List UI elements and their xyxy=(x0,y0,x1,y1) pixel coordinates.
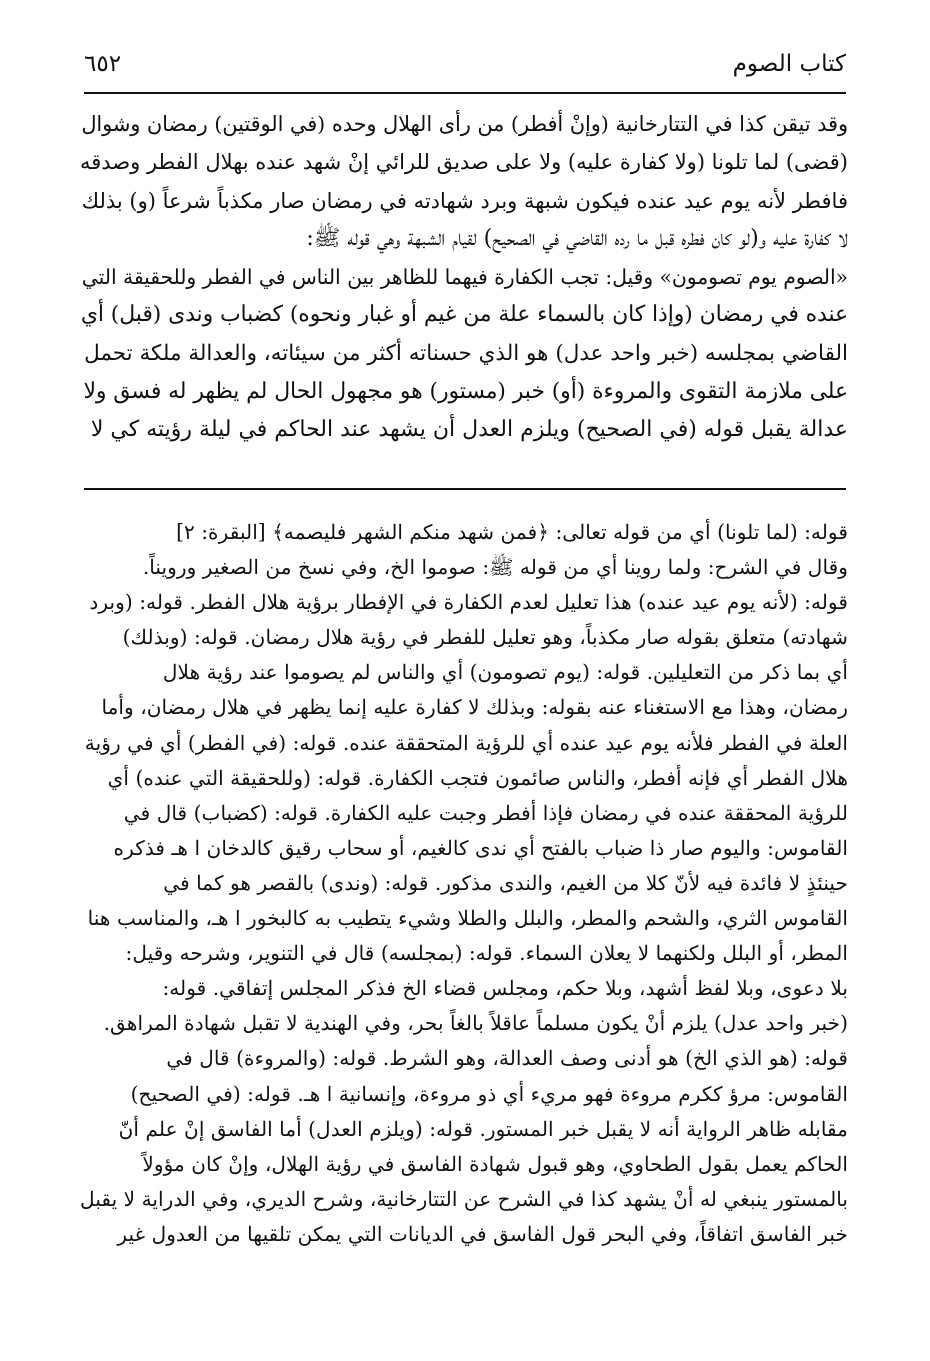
commentary-line: العلة في الفطر فلأنه يوم عيد عنده أي للرؤية المتحققة عنده. قوله: (في الفطر) أي في رؤية xyxy=(84,730,848,755)
commentary-line: أي بما ذكر من التعليلين. قوله: (يوم تصومون) أي والناس لم يصوموا عند رؤية هلال xyxy=(162,660,848,685)
commentary-line: مقابله ظاهر الرواية أنه لا يقبل خبر المستور. قوله: (ويلزم العدل) أما الفاسق إنْ علم أنّ xyxy=(118,1116,848,1141)
page-number: ٦٥٢ xyxy=(84,51,122,77)
commentary-divider xyxy=(84,488,846,490)
main-text-line: عدالة يقبل قوله (في الصحيح) ويلزم العدل أن يشهد عند الحاكم في ليلة رؤيته كي لا xyxy=(90,417,848,443)
commentary-line: قوله: (لما تلونا) أي من قوله تعالى: ﴿فمن شهد منكم الشهر فليصمه﴾ [البقرة: ٢] xyxy=(176,520,848,544)
main-text-line: وقد تيقن كذا في التتارخانية (وإنْ أفطر) من رأى الهلال وحده (في الوقتين) رمضان وشوال xyxy=(81,112,848,136)
main-text-line: (قضى) لما تلونا (ولا كفارة عليه) ولا على صديق للرائي إنْ شهد عنده بهلال الفطر وصدقه xyxy=(80,150,848,175)
commentary-text xyxy=(78,515,848,1252)
main-text-line: فافطر لأنه يوم عيد عنده فيكون شبهة وبرد شهادته في رمضان صار مكذباً شرعاً (و) بذلك xyxy=(81,188,848,213)
main-text-line: عنده في رمضان (وإذا كان بالسماء علة من غيم أو غبار ونحوه) كضباب وندى (قبل) أي xyxy=(80,302,848,328)
commentary-line: قوله: (هو الذي الخ) هو أدنى وصف العدالة، وهو الشرط. قوله: (والمروءة) قال في xyxy=(166,1046,848,1071)
commentary-line: قوله: (لأنه يوم عيد عنده) هذا تعليل لعدم الكفارة في الإفطار برؤية هلال الفطر. قوله: (وبرد xyxy=(89,590,848,615)
commentary-line: وقال في الشرح: ولما روينا أي من قوله ﷺ: صوموا الخ، وفي نسخ من الصغير ورويناً. xyxy=(142,555,848,580)
main-text-line: القاضي بمجلسه (خبر واحد عدل) هو الذي حسناته أكثر من سيئاته، والعدالة ملكة تحمل xyxy=(84,340,848,366)
header-rule xyxy=(84,92,846,94)
running-title: كتاب الصوم xyxy=(732,51,846,77)
commentary-line: الحاكم يعمل بقول الطحاوي، وهو قبول شهادة الفاسق في رؤية الهلال، وإنْ كان مؤولاً xyxy=(142,1151,848,1176)
commentary-line: القاموس الثري، والشحم والمطر، والبلل والطلا وشيء يتطيب به كالبخور ا هـ، والمناسب هنا xyxy=(87,906,848,931)
commentary-line: بالمستور ينبغي له أنْ يشهد كذا في الشرح عن التتارخانية، وشرح الديري، وفي الدراية لا يقبل xyxy=(80,1186,848,1211)
commentary-line: شهادته) متعلق بقوله صار مكذباً، وهو تعليل للفطر في رؤية هلال رمضان. قوله: (وبذلك) xyxy=(122,625,848,650)
commentary-line: حينئذٍ لا فائدة فيه لأنّ كلا من الغيم، والندى مذكور. قوله: (وندى) بالقصر هو كما في xyxy=(163,870,848,895)
commentary-line: للرؤية المحققة عنده في رمضان فإذا أفطر وجبت عليه الكفارة. قوله: (كضباب) قال في xyxy=(123,800,848,825)
commentary-line: هلال الفطر أي فإنه أفطر، والناس صائمون فتجب الكفارة. قوله: (وللحقيقة التي عنده) أي xyxy=(107,765,848,790)
main-text xyxy=(78,105,848,450)
commentary-line: القاموس: واليوم صار ذا ضباب بالفتح أي ندى كالغيم، أو سحاب رقيق كالدخان ا هـ فذكره xyxy=(113,835,848,860)
page-header xyxy=(84,40,846,88)
commentary-line: رمضان، وهذا مع الاستغناء عنه بقوله: وبذلك لا كفارة عليه إنما يظهر في هلال رمضان، وأما xyxy=(101,695,848,720)
commentary-line: القاموس: مرؤ ككرم مروءة فهو مريء أي ذو مروءة، وإنسانية ا هـ. قوله: (في الصحيح) xyxy=(130,1081,848,1106)
commentary-line: بلا دعوى، وبلا لفظ أشهد، وبلا حكم، ومجلس قضاء الخ فذكر المجلس إتفاقي. قوله: xyxy=(162,976,848,1001)
commentary-line: (خبر واحد عدل) يلزم أنْ يكون مسلماً عاقلاً بالغاً بحر، وفي الهندية لا تقبل شهادة المراهق. xyxy=(103,1011,848,1036)
commentary-line: المطر، أو البلل ولكنهما لا يعلان السماء. قوله: (بمجلسه) قال في التنوير، وشرحه وقيل: xyxy=(125,941,848,966)
main-text-line: على ملازمة التقوى والمروءة (أو) خبر (مستور) هو مجهول الحال لم يظهر له فسق ولا xyxy=(83,379,848,405)
main-text-line: لا كفارة عليه و(لو كان فطره قبل ما رده القاضي في الصحيح) لقيام الشبهة وهي قوله ﷺ: xyxy=(306,225,848,251)
main-text-line: «الصوم يوم تصومون» وقيل: تجب الكفارة فيهما للظاهر بين الناس في الفطر وللحقيقة التي xyxy=(81,265,848,290)
commentary-line: خبر الفاسق اتفاقاً، وفي البحر قول الفاسق في الديانات التي يمكن تلقيها من العدول غير xyxy=(117,1221,848,1246)
